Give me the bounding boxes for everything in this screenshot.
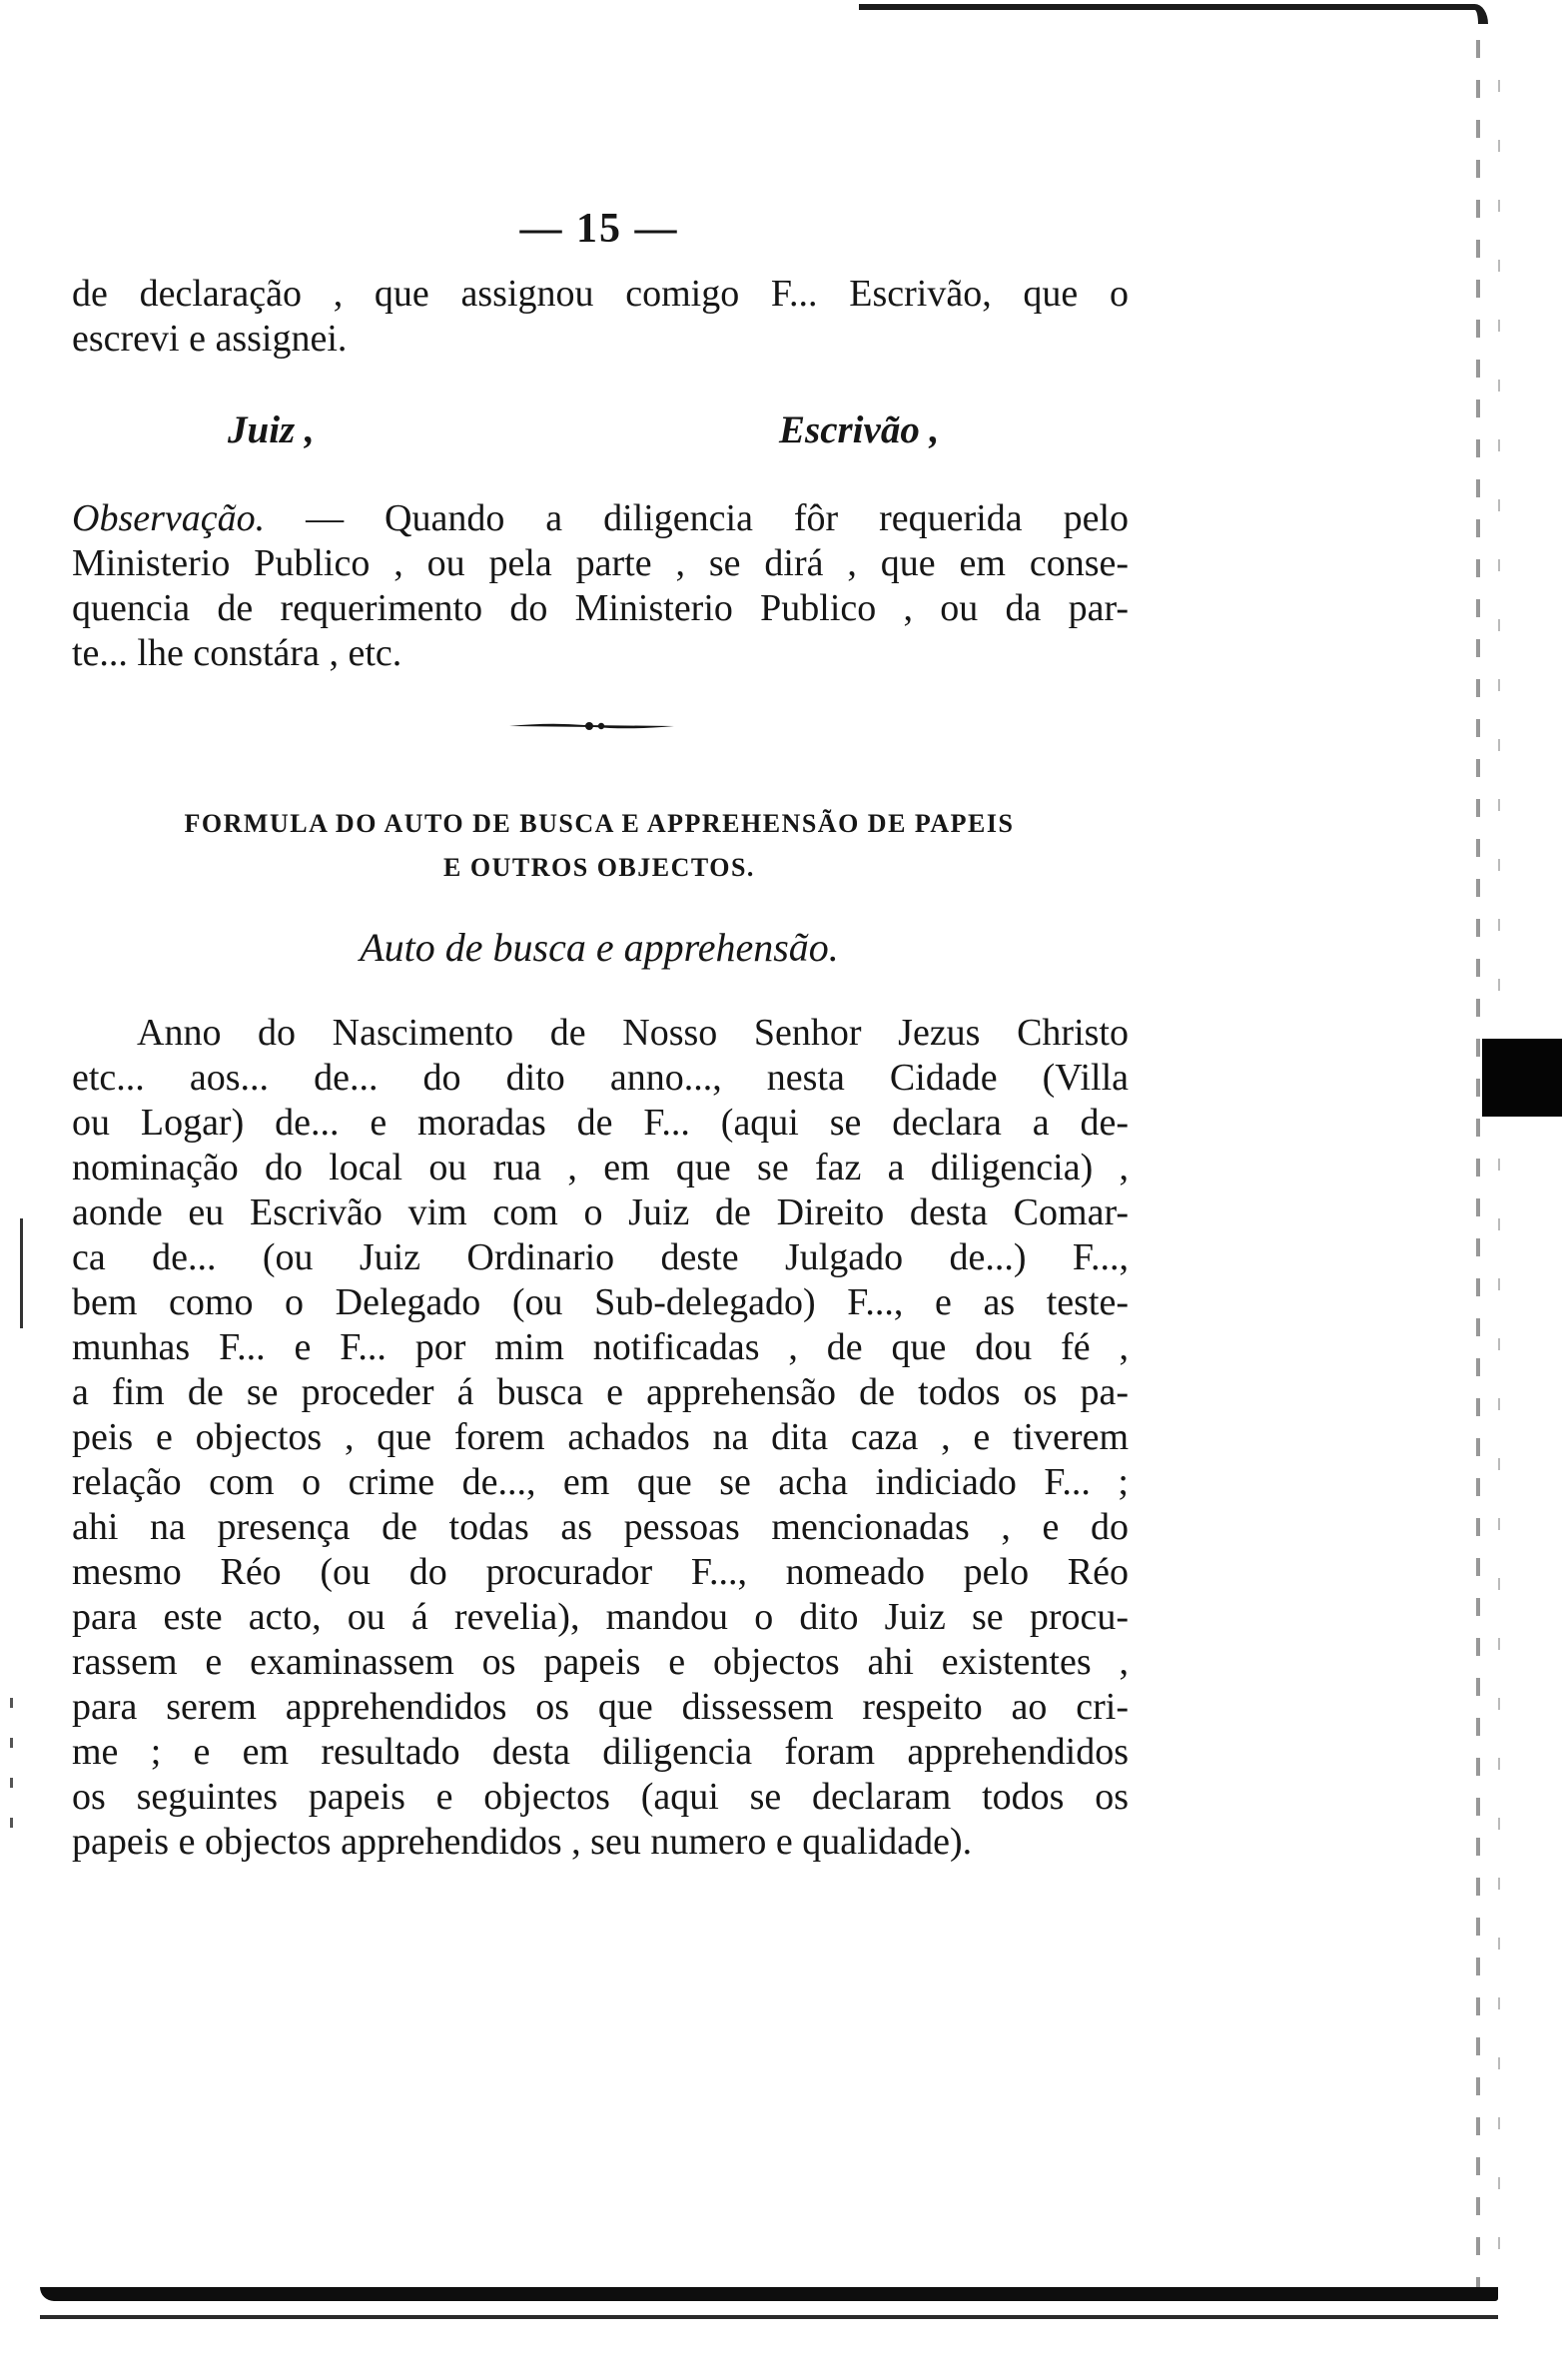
text-line: etc... aos... de... do dito anno..., nesta Cidade (Villa bbox=[72, 1057, 1129, 1099]
text-line: aonde eu Escrivão vim com o Juiz de Direito desta Comar- bbox=[72, 1191, 1129, 1233]
text-line: quencia de requerimento do Ministerio Publico , ou da par- bbox=[72, 587, 1129, 629]
text-line: Anno do Nascimento de Nosso Senhor Jezus Christo bbox=[137, 1012, 1129, 1054]
text-line: para serem apprehendidos os que dissessem respeito ao cri- bbox=[72, 1686, 1129, 1728]
text-line: para este acto, ou á revelia), mandou o dito Juiz se procu- bbox=[72, 1596, 1129, 1638]
scan-bottom-edge bbox=[40, 2287, 1498, 2301]
text-line: munhas F... e F... por mim notificadas , de que dou fé , bbox=[72, 1326, 1129, 1368]
observation-paragraph bbox=[72, 496, 1129, 676]
text-line: me ; e em resultado desta diligencia foram apprehendidos bbox=[72, 1731, 1129, 1773]
scan-clip-mark bbox=[1482, 1039, 1562, 1117]
scan-bottom-edge-secondary bbox=[40, 2315, 1498, 2319]
text-line: mesmo Réo (ou do procurador F..., nomeado pelo Réo bbox=[72, 1551, 1129, 1593]
text-line: rassem e examinassem os papeis e objectos ahi existentes , bbox=[72, 1641, 1129, 1683]
signature-escrivao: Escrivão , bbox=[779, 408, 940, 451]
scan-left-mark-secondary bbox=[10, 1698, 13, 1838]
heading-line: E OUTROS OBJECTOS. bbox=[443, 853, 755, 882]
text-line: — Quando a diligencia fôr requerida pelo bbox=[265, 497, 1129, 539]
text-line: os seguintes papeis e objectos (aqui se declaram todos os bbox=[72, 1776, 1129, 1818]
intro-paragraph bbox=[72, 272, 1129, 362]
text-line: de declaração , que assignou comigo F... Escrivão, que o bbox=[72, 273, 1129, 315]
scan-right-edge-secondary bbox=[1498, 80, 1500, 2277]
section-subheading: Auto de busca e apprehensão. bbox=[360, 925, 839, 970]
text-line: ca de... (ou Juiz Ordinario deste Julgado de...) F..., bbox=[72, 1236, 1129, 1278]
ornament-divider bbox=[509, 719, 674, 733]
section-heading bbox=[60, 802, 1139, 890]
page-number: — 15 — bbox=[519, 206, 679, 252]
text-line: bem como o Delegado (ou Sub-delegado) F..., e as teste- bbox=[72, 1281, 1129, 1323]
scan-top-edge bbox=[859, 4, 1488, 24]
text-line: te... lhe constára , etc. bbox=[72, 632, 402, 674]
text-line: peis e objectos , que forem achados na dita caza , e tiverem bbox=[72, 1416, 1129, 1458]
text-line: Ministerio Publico , ou pela parte , se dirá , que em conse- bbox=[72, 542, 1129, 584]
heading-line: FORMULA DO AUTO DE BUSCA E APPREHENSÃO DE PAPEIS bbox=[184, 809, 1015, 838]
observation-label: Observação. bbox=[72, 497, 266, 539]
text-line: papeis e objectos apprehendidos , seu numero e qualidade). bbox=[72, 1821, 973, 1863]
main-paragraph bbox=[72, 1011, 1129, 1865]
text-line: ou Logar) de... e moradas de F... (aqui se declara a de- bbox=[72, 1102, 1129, 1144]
observation-first-line bbox=[72, 496, 1129, 541]
scan-left-mark bbox=[20, 1218, 23, 1328]
signature-juiz: Juiz , bbox=[228, 408, 315, 451]
text-line: relação com o crime de..., em que se acha indiciado F... ; bbox=[72, 1461, 1129, 1503]
text-line: escrevi e assignei. bbox=[72, 318, 348, 360]
text-line: nominação do local ou rua , em que se faz a diligencia) , bbox=[72, 1147, 1129, 1188]
text-line: ahi na presença de todas as pessoas mencionadas , e do bbox=[72, 1506, 1129, 1548]
text-line: a fim de se proceder á busca e apprehensão de todos os pa- bbox=[72, 1371, 1129, 1413]
scan-right-edge bbox=[1476, 40, 1480, 2287]
